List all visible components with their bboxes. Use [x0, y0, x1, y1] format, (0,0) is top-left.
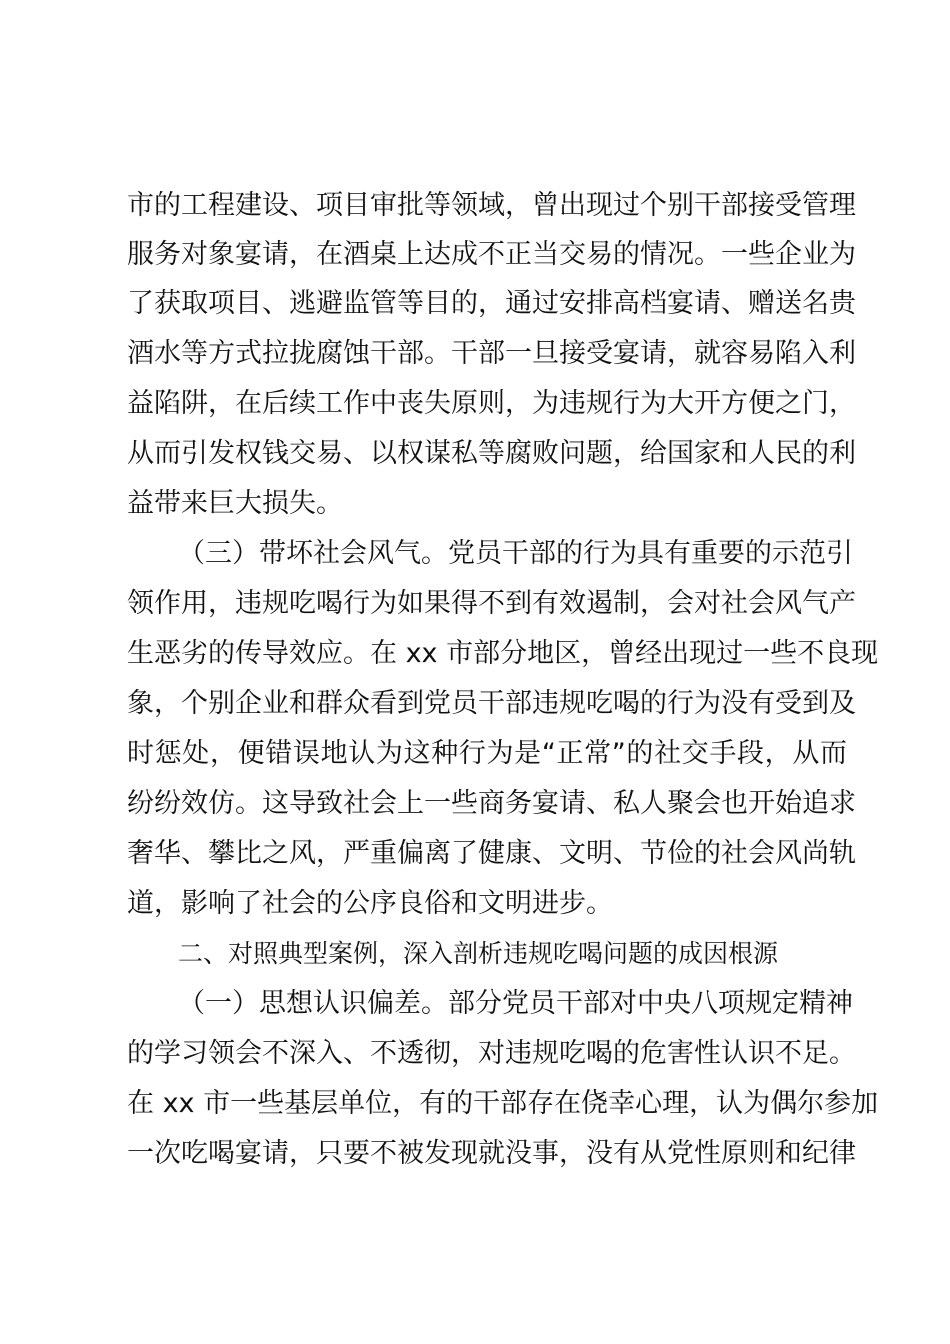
paragraph-line: 生恶劣的传导效应。在 xx 市部分地区，曾经出现过一些不良现 — [127, 638, 879, 669]
paragraph-line: 酒水等方式拉拢腐蚀干部。干部一旦接受宴请，就容易陷入利 — [127, 338, 856, 369]
paragraph-line: 服务对象宴请，在酒桌上达成不正当交易的情况。一些企业为 — [127, 239, 856, 270]
paragraph-line: 市的工程建设、项目审批等领域，曾出现过个别干部接受管理 — [127, 190, 856, 221]
section-heading-line: （一）思想认识偏差。部分党员干部对中央八项规定精神 — [178, 988, 853, 1019]
paragraph-line: 奢华、攀比之风，严重偏离了健康、文明、节俭的社会风尚轨 — [127, 838, 856, 869]
paragraph-line: 纷纷效仿。这导致社会上一些商务宴请、私人聚会也开始追求 — [127, 788, 856, 819]
paragraph-line: 一次吃喝宴请，只要不被发现就没事，没有从党性原则和纪律 — [127, 1138, 856, 1169]
chapter-heading: 二、对照典型案例，深入剖析违规吃喝问题的成因根源 — [178, 939, 779, 968]
paragraph-line: 在 xx 市一些基层单位，有的干部存在侥幸心理，认为偶尔参加 — [127, 1088, 879, 1119]
paragraph-line: 象，个别企业和群众看到党员干部违规吃喝的行为没有受到及 — [127, 688, 856, 719]
paragraph-line: 益带来巨大损失。 — [127, 488, 343, 519]
paragraph-line: 从而引发权钱交易、以权谋私等腐败问题，给国家和人民的利 — [127, 438, 856, 469]
paragraph-line: 时惩处，便错误地认为这种行为是“正常”的社交手段，从而 — [127, 738, 847, 769]
paragraph-line: 益陷阱，在后续工作中丧失原则，为违规行为大开方便之门， — [127, 388, 856, 419]
paragraph-line: 了获取项目、逃避监管等目的，通过安排高档宴请、赠送名贵 — [127, 288, 856, 319]
paragraph-line: 道，影响了社会的公序良俗和文明进步。 — [127, 888, 613, 919]
paragraph-line: 领作用，违规吃喝行为如果得不到有效遏制，会对社会风气产 — [127, 588, 856, 619]
section-heading-line: （三）带坏社会风气。党员干部的行为具有重要的示范引 — [178, 538, 853, 569]
paragraph-line: 的学习领会不深入、不透彻，对违规吃喝的危害性认识不足。 — [127, 1038, 856, 1069]
